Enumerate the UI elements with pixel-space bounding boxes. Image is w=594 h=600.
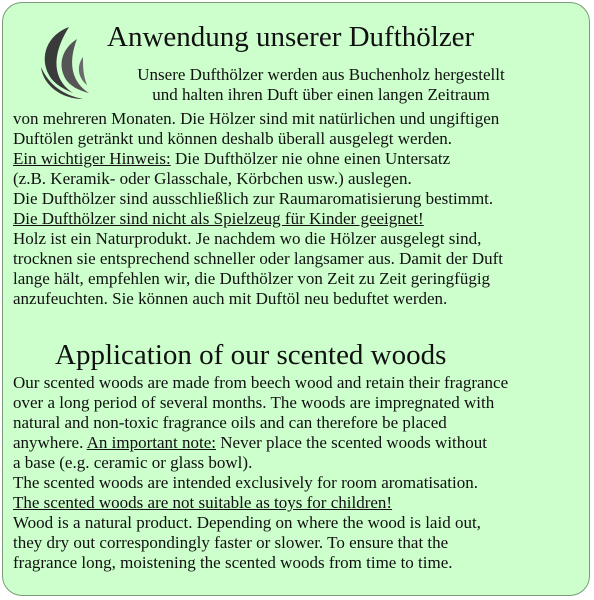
german-body-line: Duftölen getränkt und können deshalb überall ausgelegt werden.: [13, 129, 453, 148]
english-natural-line: Wood is a natural product. Depending on where the wood is laid out,: [13, 513, 481, 532]
german-intro-line: Unsere Dufthölzer werden aus Buchenholz hergestellt: [137, 65, 505, 84]
german-note-line-2: (z.B. Keramik- oder Glasschale, Körbchen usw.) auslegen.: [13, 169, 412, 188]
german-natural-line: lange hält, empfehlen wir, die Dufthölzer von Zeit zu Zeit geringfügig: [13, 269, 491, 288]
german-intro: [99, 65, 543, 105]
info-card: [2, 2, 590, 596]
german-note-line: [13, 149, 587, 169]
english-body: [13, 373, 587, 573]
english-body-line: over a long period of several months. The woods are impregnated with: [13, 393, 495, 412]
flame-logo-icon: [33, 23, 95, 103]
english-body-line: Our scented woods are made from beech wood and retain their fragrance: [13, 373, 509, 392]
english-note-text: Never place the scented woods without: [216, 433, 487, 452]
german-warning: Die Dufthölzer sind nicht als Spielzeug für Kinder geeignet!: [13, 209, 424, 228]
german-natural-line: Holz ist ein Naturprodukt. Je nachdem wo die Hölzer ausgelegt sind,: [13, 229, 482, 248]
german-natural-line: anzufeuchten. Sie können auch mit Duftöl neu beduftet werden.: [13, 289, 448, 308]
english-note-label: An important note:: [86, 433, 217, 452]
german-note-text: Die Dufthölzer nie ohne einen Untersatz: [170, 149, 451, 168]
english-natural-line: they dry out correspondingly faster or slower. To ensure that the: [13, 533, 449, 552]
english-note-line: [13, 433, 587, 453]
english-note-line-2: a base (e.g. ceramic or glass bowl).: [13, 453, 253, 472]
german-intro-line: und halten ihren Duft über einen langen Zeitraum: [152, 85, 490, 104]
english-body-line: natural and non-toxic fragrance oils and can therefore be placed: [13, 413, 447, 432]
german-note-label: Ein wichtiger Hinweis:: [13, 149, 171, 168]
german-purpose: Die Dufthölzer sind ausschließlich zur Raumaromatisierung bestimmt.: [13, 189, 494, 208]
english-title: Application of our scented woods: [55, 339, 447, 371]
german-natural-line: trocknen sie entsprechend schneller oder langsamer aus. Damit der Duft: [13, 249, 503, 268]
english-warning: The scented woods are not suitable as toys for children!: [13, 493, 393, 512]
german-body: [13, 109, 587, 309]
english-natural-line: fragrance long, moistening the scented woods from time to time.: [13, 553, 453, 572]
english-purpose: The scented woods are intended exclusively for room aromatisation.: [13, 473, 478, 492]
english-note-prefix: anywhere.: [13, 433, 87, 452]
german-title: Anwendung unserer Dufthölzer: [107, 21, 475, 53]
german-body-line: von mehreren Monaten. Die Hölzer sind mit natürlichen und ungiftigen: [13, 109, 500, 128]
